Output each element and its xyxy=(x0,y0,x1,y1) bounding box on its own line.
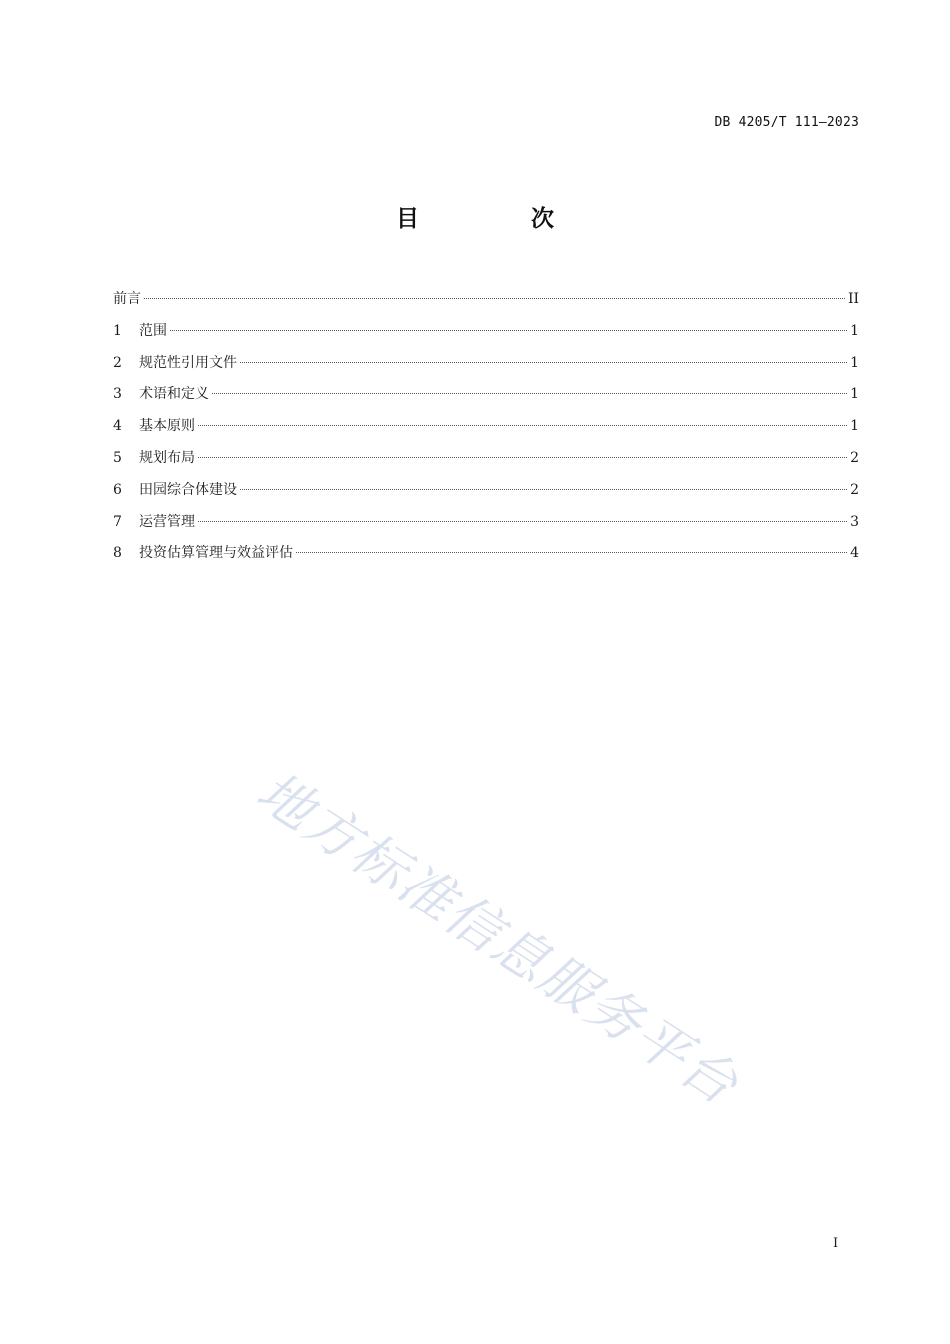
toc-entry-label: 运营管理 xyxy=(139,513,195,530)
toc-entry-label: 田园综合体建设 xyxy=(139,481,237,498)
toc-entry-number: 6 xyxy=(113,481,122,498)
dot-leader xyxy=(198,425,847,426)
toc-entry-terms-definitions[interactable] xyxy=(113,384,859,416)
toc-entry-page: 1 xyxy=(850,418,859,435)
dot-leader xyxy=(212,393,847,394)
toc-entry-page: 1 xyxy=(850,386,859,403)
toc-entry-number: 2 xyxy=(113,354,122,371)
dot-leader xyxy=(144,298,845,299)
toc-entry-planning-layout[interactable] xyxy=(113,448,859,480)
toc-entry-page: 4 xyxy=(850,545,859,562)
toc-entry-label: 规划布局 xyxy=(139,449,195,466)
toc-entry-number: 1 xyxy=(113,322,122,339)
document-code: DB 4205/T 111—2023 xyxy=(714,115,859,130)
toc-entry-foreword[interactable] xyxy=(113,289,859,321)
toc-entry-page: 2 xyxy=(850,481,859,498)
table-of-contents xyxy=(113,289,859,575)
dot-leader xyxy=(170,330,847,331)
toc-entry-page: 2 xyxy=(850,449,859,466)
page-number: I xyxy=(833,1236,839,1251)
toc-entry-complex-construction[interactable] xyxy=(113,480,859,512)
toc-entry-label: 投资估算管理与效益评估 xyxy=(139,545,293,562)
toc-entry-operation-management[interactable] xyxy=(113,512,859,544)
toc-entry-number: 3 xyxy=(113,386,122,403)
toc-entry-page: 1 xyxy=(850,322,859,339)
toc-entry-number: 5 xyxy=(113,449,122,466)
toc-entry-number: 7 xyxy=(113,513,122,530)
toc-entry-label: 基本原则 xyxy=(139,418,195,435)
toc-entry-investment-evaluation[interactable] xyxy=(113,543,859,575)
toc-entry-page: II xyxy=(847,291,859,307)
toc-entry-page: 1 xyxy=(850,354,859,371)
toc-title: 目 次 xyxy=(395,206,606,232)
dot-leader xyxy=(240,362,847,363)
toc-entry-basic-principles[interactable] xyxy=(113,416,859,448)
dot-leader xyxy=(296,552,847,553)
toc-entry-label: 范围 xyxy=(139,322,167,339)
toc-entry-label: 前言 xyxy=(113,291,141,307)
toc-entry-page: 3 xyxy=(850,513,859,530)
toc-entry-label: 术语和定义 xyxy=(139,386,209,403)
dot-leader xyxy=(198,457,847,458)
toc-entry-number: 4 xyxy=(113,418,122,435)
toc-entry-scope[interactable] xyxy=(113,321,859,353)
toc-entry-label: 规范性引用文件 xyxy=(139,354,237,371)
toc-entry-normative-references[interactable] xyxy=(113,353,859,385)
dot-leader xyxy=(240,489,847,490)
dot-leader xyxy=(198,521,847,522)
watermark: 地方标准信息服务平台 xyxy=(245,759,750,1118)
toc-entry-number: 8 xyxy=(113,545,122,562)
